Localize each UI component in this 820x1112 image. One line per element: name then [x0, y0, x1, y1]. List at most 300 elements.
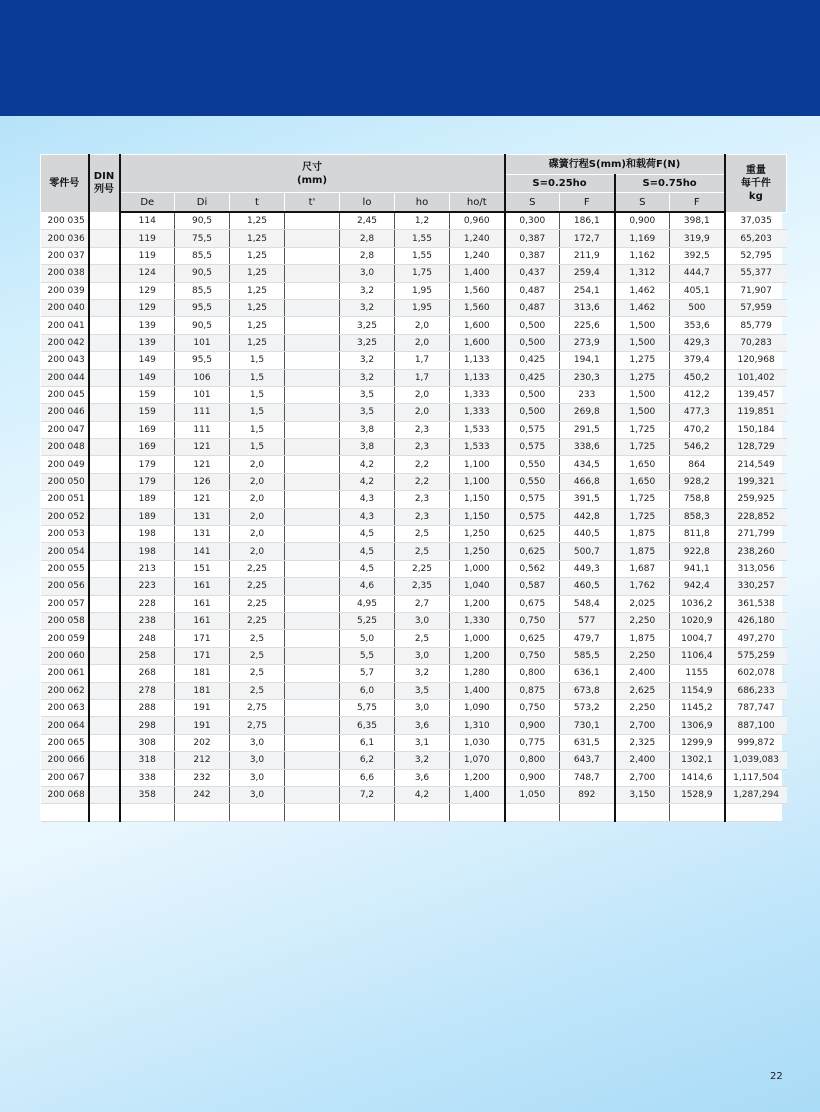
cell-hot: 1,090 — [450, 699, 505, 716]
cell-di: 106 — [175, 369, 230, 386]
cell-s1: 0,300 — [505, 212, 560, 230]
cell-di: 191 — [175, 717, 230, 734]
cell-part: 200 048 — [41, 439, 89, 456]
cell-part: 200 067 — [41, 769, 89, 786]
cell-s2: 1,500 — [615, 404, 670, 421]
cell-hot: 1,333 — [450, 386, 505, 403]
cell-de: 308 — [120, 734, 175, 751]
cell-s2: 1,650 — [615, 456, 670, 473]
cell-din — [89, 717, 120, 734]
table-row — [41, 334, 787, 351]
cell-f2: 1155 — [670, 665, 725, 682]
cell-lo: 6,0 — [340, 682, 395, 699]
cell-w: 150,184 — [725, 421, 787, 438]
cell-t: 1,5 — [230, 352, 285, 369]
cell-t: 2,5 — [230, 682, 285, 699]
cell-t: 2,5 — [230, 630, 285, 647]
table-row — [41, 630, 787, 647]
cell-lo: 3,25 — [340, 334, 395, 351]
cell-di: 121 — [175, 491, 230, 508]
size-header-line1: 尺寸 — [302, 161, 323, 173]
size-header — [120, 155, 505, 193]
cell-f1: 442,8 — [560, 508, 615, 525]
cell-t: 1,5 — [230, 421, 285, 438]
cell-ho: 1,7 — [395, 352, 450, 369]
cell-ho: 3,0 — [395, 647, 450, 664]
col-header-ho: ho — [395, 193, 450, 213]
cell-din — [89, 804, 120, 821]
cell-tp — [285, 230, 340, 247]
cell-lo: 4,5 — [340, 543, 395, 560]
cell-s2: 3,150 — [615, 786, 670, 803]
cell-ho: 1,55 — [395, 247, 450, 264]
cell-t — [230, 804, 285, 821]
cell-t: 2,0 — [230, 473, 285, 490]
din-header-line2: 列号 — [94, 184, 114, 196]
cell-part: 200 042 — [41, 334, 89, 351]
cell-s1: 0,900 — [505, 769, 560, 786]
cell-de: 228 — [120, 595, 175, 612]
cell-lo: 6,6 — [340, 769, 395, 786]
cell-hot: 1,533 — [450, 439, 505, 456]
cell-de: 268 — [120, 665, 175, 682]
cell-lo: 3,2 — [340, 282, 395, 299]
cell-f2: 1154,9 — [670, 682, 725, 699]
cell-tp — [285, 734, 340, 751]
cell-f1: 500,7 — [560, 543, 615, 560]
cell-de: 139 — [120, 334, 175, 351]
cell-tp — [285, 612, 340, 629]
cell-ho: 1,7 — [395, 369, 450, 386]
cell-hot: 1,560 — [450, 299, 505, 316]
cell-t: 2,25 — [230, 578, 285, 595]
cell-di: 161 — [175, 612, 230, 629]
cell-f2: 942,4 — [670, 578, 725, 595]
cell-t: 3,0 — [230, 786, 285, 803]
cell-din — [89, 386, 120, 403]
cell-ho: 3,6 — [395, 769, 450, 786]
cell-lo: 3,8 — [340, 421, 395, 438]
cell-lo: 3,8 — [340, 439, 395, 456]
cell-s2: 2,700 — [615, 717, 670, 734]
cell-hot: 1,250 — [450, 526, 505, 543]
cell-hot: 1,600 — [450, 334, 505, 351]
cell-w: 65,203 — [725, 230, 787, 247]
cell-part: 200 062 — [41, 682, 89, 699]
cell-part: 200 066 — [41, 752, 89, 769]
cell-lo: 3,2 — [340, 369, 395, 386]
cell-f2: 1299,9 — [670, 734, 725, 751]
table-row — [41, 508, 787, 525]
cell-s1 — [505, 804, 560, 821]
cell-ho: 2,7 — [395, 595, 450, 612]
table-row — [41, 665, 787, 682]
cell-w: 686,233 — [725, 682, 787, 699]
cell-part: 200 050 — [41, 473, 89, 490]
cell-lo: 3,0 — [340, 265, 395, 282]
cell-t: 2,5 — [230, 647, 285, 664]
cell-f2: 429,3 — [670, 334, 725, 351]
cell-lo: 7,2 — [340, 786, 395, 803]
cell-ho: 2,0 — [395, 404, 450, 421]
cell-s1: 0,587 — [505, 578, 560, 595]
cell-s2: 2,625 — [615, 682, 670, 699]
cell-de: 298 — [120, 717, 175, 734]
cell-ho: 2,0 — [395, 386, 450, 403]
cell-part: 200 065 — [41, 734, 89, 751]
cell-hot: 1,400 — [450, 682, 505, 699]
cell-s2: 1,500 — [615, 386, 670, 403]
cell-w: 313,056 — [725, 560, 787, 577]
table-row — [41, 404, 787, 421]
cell-w: 259,925 — [725, 491, 787, 508]
cell-w: 330,257 — [725, 578, 787, 595]
cell-de: 213 — [120, 560, 175, 577]
cell-ho: 3,1 — [395, 734, 450, 751]
cell-din — [89, 578, 120, 595]
cell-s1: 0,387 — [505, 230, 560, 247]
cell-lo: 6,1 — [340, 734, 395, 751]
cell-di: 121 — [175, 456, 230, 473]
cell-s1: 0,625 — [505, 630, 560, 647]
cell-di: 202 — [175, 734, 230, 751]
cell-ho: 2,2 — [395, 473, 450, 490]
cell-di: 111 — [175, 404, 230, 421]
cell-din — [89, 682, 120, 699]
cell-hot: 1,600 — [450, 317, 505, 334]
spec-table — [40, 154, 787, 822]
cell-lo: 5,25 — [340, 612, 395, 629]
cell-de: 258 — [120, 647, 175, 664]
cell-t: 2,25 — [230, 595, 285, 612]
cell-w: 887,100 — [725, 717, 787, 734]
cell-t: 3,0 — [230, 734, 285, 751]
cell-din — [89, 352, 120, 369]
cell-di: 151 — [175, 560, 230, 577]
cell-f2: 1145,2 — [670, 699, 725, 716]
cell-w: 71,907 — [725, 282, 787, 299]
cell-f1: 233 — [560, 386, 615, 403]
cell-f1: 391,5 — [560, 491, 615, 508]
cell-lo: 3,2 — [340, 352, 395, 369]
cell-ho: 4,2 — [395, 786, 450, 803]
cell-f2: 1020,9 — [670, 612, 725, 629]
cell-t: 2,75 — [230, 699, 285, 716]
cell-f1: 338,6 — [560, 439, 615, 456]
cell-di: 101 — [175, 334, 230, 351]
cell-tp — [285, 769, 340, 786]
cell-lo: 3,5 — [340, 404, 395, 421]
cell-s2: 1,762 — [615, 578, 670, 595]
spec-table-container — [40, 154, 782, 822]
cell-din — [89, 699, 120, 716]
cell-de: 179 — [120, 473, 175, 490]
cell-part: 200 056 — [41, 578, 89, 595]
cell-s1: 0,500 — [505, 386, 560, 403]
weight-header — [725, 155, 787, 213]
cell-f1: 269,8 — [560, 404, 615, 421]
cell-tp — [285, 473, 340, 490]
cell-w: 120,968 — [725, 352, 787, 369]
cell-di: 111 — [175, 421, 230, 438]
table-row — [41, 717, 787, 734]
cell-s2: 2,025 — [615, 595, 670, 612]
cell-tp — [285, 560, 340, 577]
cell-tp — [285, 282, 340, 299]
cell-lo: 5,7 — [340, 665, 395, 682]
cell-di: 212 — [175, 752, 230, 769]
cell-ho — [395, 804, 450, 821]
cell-de: 238 — [120, 612, 175, 629]
cell-f1 — [560, 804, 615, 821]
cell-de: 119 — [120, 247, 175, 264]
cell-s2: 2,250 — [615, 647, 670, 664]
cell-ho: 2,3 — [395, 439, 450, 456]
cell-di: 232 — [175, 769, 230, 786]
cell-s1: 0,750 — [505, 647, 560, 664]
cell-s1: 0,800 — [505, 752, 560, 769]
cell-part — [41, 804, 89, 821]
cell-hot: 1,333 — [450, 404, 505, 421]
cell-tp — [285, 265, 340, 282]
cell-lo: 4,2 — [340, 473, 395, 490]
cell-part: 200 068 — [41, 786, 89, 803]
weight-header-line1: 重量 — [745, 164, 766, 176]
cell-tp — [285, 247, 340, 264]
cell-f2: 1306,9 — [670, 717, 725, 734]
cell-din — [89, 265, 120, 282]
cell-ho: 3,5 — [395, 682, 450, 699]
cell-part: 200 043 — [41, 352, 89, 369]
cell-part: 200 052 — [41, 508, 89, 525]
cell-f2: 379,4 — [670, 352, 725, 369]
table-row — [41, 439, 787, 456]
cell-de: 129 — [120, 282, 175, 299]
cell-hot: 1,040 — [450, 578, 505, 595]
table-row — [41, 786, 787, 803]
table-row — [41, 317, 787, 334]
cell-lo: 5,75 — [340, 699, 395, 716]
cell-t: 1,25 — [230, 247, 285, 264]
cell-s2: 2,250 — [615, 612, 670, 629]
cell-w: 57,959 — [725, 299, 787, 316]
cell-f2: 450,2 — [670, 369, 725, 386]
cell-hot: 0,960 — [450, 212, 505, 230]
cell-ho: 2,2 — [395, 456, 450, 473]
cell-hot: 1,150 — [450, 508, 505, 525]
cell-tp — [285, 543, 340, 560]
cell-lo: 4,6 — [340, 578, 395, 595]
cell-t: 1,25 — [230, 334, 285, 351]
cell-din — [89, 665, 120, 682]
cell-tp — [285, 456, 340, 473]
cell-s2: 1,725 — [615, 508, 670, 525]
cell-di: 95,5 — [175, 352, 230, 369]
cell-de: 119 — [120, 230, 175, 247]
cell-hot: 1,400 — [450, 265, 505, 282]
cell-tp — [285, 752, 340, 769]
cell-s1: 0,675 — [505, 595, 560, 612]
cell-ho: 1,55 — [395, 230, 450, 247]
cell-s2: 1,725 — [615, 439, 670, 456]
cell-tp — [285, 699, 340, 716]
col-header-f2: F — [670, 193, 725, 213]
cell-f1: 730,1 — [560, 717, 615, 734]
cell-f2: 858,3 — [670, 508, 725, 525]
cell-w: 271,799 — [725, 526, 787, 543]
cell-part: 200 060 — [41, 647, 89, 664]
cell-part: 200 035 — [41, 212, 89, 230]
cell-s2: 1,275 — [615, 352, 670, 369]
cell-hot: 1,240 — [450, 247, 505, 264]
table-row — [41, 543, 787, 560]
cell-tp — [285, 317, 340, 334]
table-row — [41, 230, 787, 247]
cell-hot: 1,400 — [450, 786, 505, 803]
cell-s2: 0,900 — [615, 212, 670, 230]
cell-f1: 186,1 — [560, 212, 615, 230]
cell-s1: 0,750 — [505, 612, 560, 629]
cell-tp — [285, 578, 340, 595]
cell-de: 149 — [120, 369, 175, 386]
cell-s2: 1,725 — [615, 491, 670, 508]
cell-t: 1,25 — [230, 317, 285, 334]
table-row — [41, 647, 787, 664]
cell-w: 139,457 — [725, 386, 787, 403]
cell-di: 171 — [175, 630, 230, 647]
cell-f2: 319,9 — [670, 230, 725, 247]
cell-w: 999,872 — [725, 734, 787, 751]
cell-f2: 1106,4 — [670, 647, 725, 664]
cell-de: 159 — [120, 386, 175, 403]
cell-di: 85,5 — [175, 282, 230, 299]
cell-t: 2,0 — [230, 508, 285, 525]
cell-din — [89, 334, 120, 351]
cell-di — [175, 804, 230, 821]
cell-s2 — [615, 804, 670, 821]
cell-f2: 477,3 — [670, 404, 725, 421]
cell-din — [89, 247, 120, 264]
cell-s2: 1,500 — [615, 317, 670, 334]
cell-de: 169 — [120, 421, 175, 438]
cell-din — [89, 560, 120, 577]
cell-lo: 3,25 — [340, 317, 395, 334]
cell-s2: 1,275 — [615, 369, 670, 386]
cell-f1: 434,5 — [560, 456, 615, 473]
cell-s1: 0,575 — [505, 439, 560, 456]
cell-t: 2,5 — [230, 665, 285, 682]
cell-de: 288 — [120, 699, 175, 716]
cell-ho: 3,6 — [395, 717, 450, 734]
cell-ho: 2,5 — [395, 543, 450, 560]
cell-s2: 1,875 — [615, 526, 670, 543]
cell-f2 — [670, 804, 725, 821]
table-row — [41, 491, 787, 508]
cell-di: 126 — [175, 473, 230, 490]
cell-s1: 0,625 — [505, 526, 560, 543]
cell-s1: 0,775 — [505, 734, 560, 751]
cell-hot: 1,310 — [450, 717, 505, 734]
din-header — [89, 155, 120, 213]
cell-lo: 6,2 — [340, 752, 395, 769]
cell-hot: 1,330 — [450, 612, 505, 629]
cell-de: 149 — [120, 352, 175, 369]
cell-tp — [285, 508, 340, 525]
cell-tp — [285, 682, 340, 699]
cell-f1: 466,8 — [560, 473, 615, 490]
cell-s2: 1,875 — [615, 543, 670, 560]
cell-s1: 0,562 — [505, 560, 560, 577]
cell-ho: 3,2 — [395, 752, 450, 769]
cell-s1: 1,050 — [505, 786, 560, 803]
cell-de: 198 — [120, 526, 175, 543]
cell-hot: 1,250 — [450, 543, 505, 560]
cell-f2: 941,1 — [670, 560, 725, 577]
cell-w: 228,852 — [725, 508, 787, 525]
cell-f1: 273,9 — [560, 334, 615, 351]
cell-s1: 0,800 — [505, 665, 560, 682]
cell-lo: 6,35 — [340, 717, 395, 734]
cell-s2: 2,250 — [615, 699, 670, 716]
cell-s1: 0,487 — [505, 282, 560, 299]
cell-w: 787,747 — [725, 699, 787, 716]
cell-w: 214,549 — [725, 456, 787, 473]
cell-f2: 405,1 — [670, 282, 725, 299]
cell-di: 90,5 — [175, 212, 230, 230]
cell-di: 191 — [175, 699, 230, 716]
spec-table-body — [41, 212, 787, 821]
cell-part: 200 045 — [41, 386, 89, 403]
cell-w: 1,039,083 — [725, 752, 787, 769]
cell-f1: 573,2 — [560, 699, 615, 716]
cell-f1: 748,7 — [560, 769, 615, 786]
cell-di: 161 — [175, 578, 230, 595]
cell-din — [89, 317, 120, 334]
cell-t: 1,5 — [230, 369, 285, 386]
cell-de: 248 — [120, 630, 175, 647]
cell-din — [89, 752, 120, 769]
cell-di: 90,5 — [175, 317, 230, 334]
cell-s1: 0,425 — [505, 369, 560, 386]
cell-w: 85,779 — [725, 317, 787, 334]
cell-hot: 1,100 — [450, 456, 505, 473]
cell-f2: 444,7 — [670, 265, 725, 282]
cell-ho: 2,5 — [395, 526, 450, 543]
cell-hot: 1,200 — [450, 595, 505, 612]
cell-din — [89, 630, 120, 647]
cell-s2: 1,875 — [615, 630, 670, 647]
cell-tp — [285, 334, 340, 351]
cell-f2: 864 — [670, 456, 725, 473]
cell-tp — [285, 595, 340, 612]
cell-din — [89, 491, 120, 508]
top-blue-band — [0, 0, 820, 116]
cell-tp — [285, 665, 340, 682]
cell-f2: 1414,6 — [670, 769, 725, 786]
cell-din — [89, 786, 120, 803]
cell-di: 131 — [175, 526, 230, 543]
cell-f1: 636,1 — [560, 665, 615, 682]
cell-ho: 2,0 — [395, 334, 450, 351]
cell-din — [89, 439, 120, 456]
col-header-t: t — [230, 193, 285, 213]
cell-s1: 0,875 — [505, 682, 560, 699]
cell-part: 200 059 — [41, 630, 89, 647]
cell-ho: 2,3 — [395, 421, 450, 438]
cell-ho: 2,3 — [395, 508, 450, 525]
cell-s1: 0,575 — [505, 508, 560, 525]
cell-tp — [285, 369, 340, 386]
